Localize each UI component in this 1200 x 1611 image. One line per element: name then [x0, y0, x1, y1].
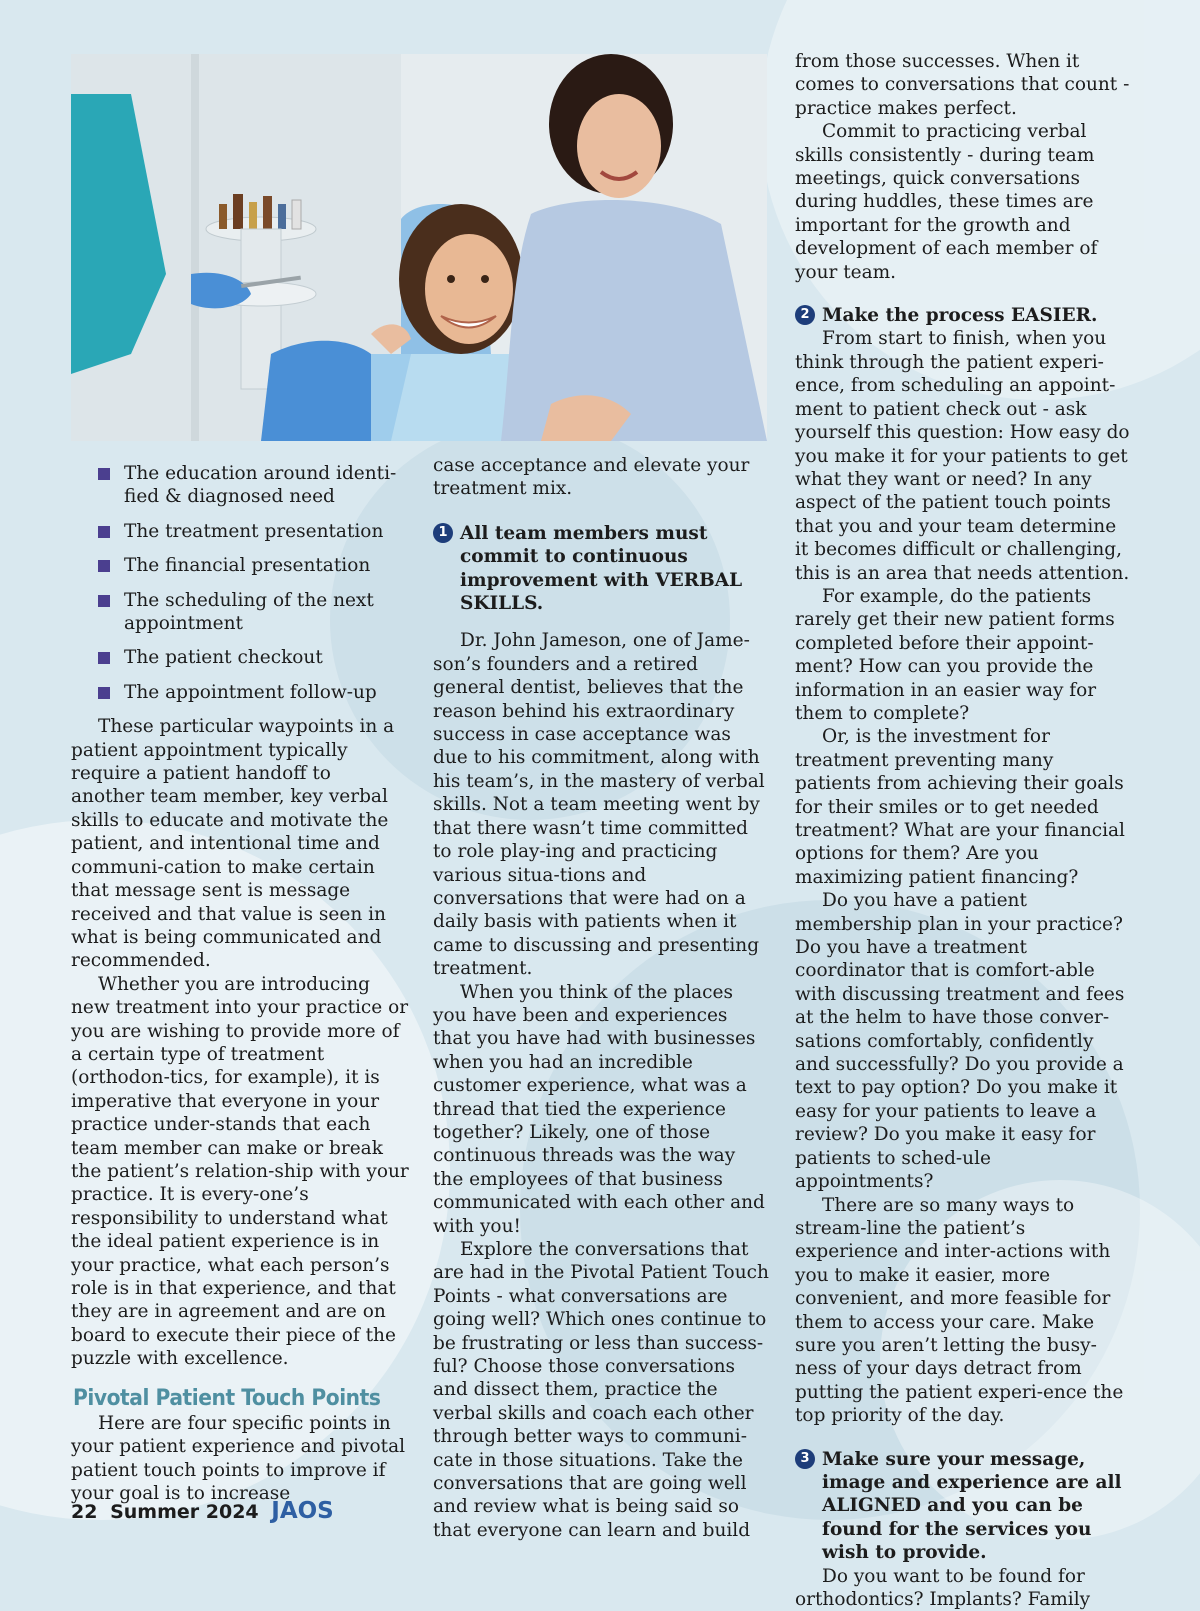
paragraph: These particular waypoints in a patient appointment typically require a patient handoff to another team member, key verbal skills to educate and motivate the patient, and intentional time and communi-cation to make certain that message sent is message received and that value is seen in what is being communicated and recommended. [71, 716, 395, 972]
paragraph: Whether you are introducing new treatment into your practice or you are wishing to provide more of a certain type of treatment (orthodon-tics, for example), it is imperative that everyone in your practice under-stands that each team member can make or break the patient’s relation-ship with your practice. It is every-one’s responsibility to understand what the ideal patient experience is in your practice, what each person’s role is in that experience, and that they are in agreement and are on board to execute their piece of the puzzle with excellence. [71, 973, 409, 1370]
dental-photo [71, 54, 767, 441]
square-bullet-icon [98, 595, 110, 607]
paragraph: Commit to practicing verbal skills consistently - during team meetings, quick conversations during huddles, these times are important for the growth and development of each member of your team. [795, 121, 1098, 283]
list-item [71, 646, 409, 669]
list-item-text: The treatment presentation [124, 520, 384, 542]
list-item [71, 589, 409, 636]
numbered-heading-3 [795, 1448, 1131, 1565]
numbered-heading-2 [795, 304, 1131, 327]
issue-label: Summer 2024 [110, 1501, 259, 1523]
list-item-text: The education around identi-fied & diagnosed need [124, 463, 397, 508]
square-bullet-icon [98, 526, 110, 538]
publication-logo: JAOS [271, 1498, 334, 1524]
list-item-text: The financial presentation [124, 555, 371, 577]
list-item [71, 520, 409, 543]
heading-text: Make sure your message, image and experience are all ALIGNED and you can be found for the services you wish to provide. [822, 1448, 1122, 1564]
list-item-text: The scheduling of the next appointment [124, 589, 374, 635]
paragraph: From start to finish, when you think through the patient experi-ence, from scheduling an appoint-ment to patient check out - ask yourself this question: How easy do you make it for your patients to get what they want or need? In any aspect of the patient touch points that you and your team determine it becomes difficult or challenging, this is an area that needs attention. [795, 328, 1130, 584]
paragraph: Here are four specific points in your patient experience and pivotal patient touch points to improve if your goal is to increase [71, 1413, 406, 1505]
list-item [71, 681, 409, 704]
list-item-text: The patient checkout [124, 647, 323, 669]
list-item-text: The appointment follow-up [124, 681, 377, 703]
paragraph: Or, is the investment for treatment preventing many patients from achieving their goals for their smiles or to get needed treatment? What are your financial options for them? Are you maximizing patient financing? [795, 726, 1125, 888]
square-bullet-icon [98, 468, 110, 480]
dental-scene-illustration [71, 54, 767, 441]
column-1 [71, 462, 409, 1506]
page-footer [71, 1498, 334, 1524]
paragraph: When you think of the places you have been and experiences that you have had with businesses when you had an incredible customer experience, what was a thread that tied the experience together? Likely, one of those continuous threads was the way the employees of that business communicated with each other and with you! [433, 981, 765, 1237]
number-badge-icon: 1 [433, 523, 453, 543]
square-bullet-icon [98, 687, 110, 699]
paragraph: Dr. John Jameson, one of Jame-son’s founders and a retired general dentist, believes that the reason behind his extraordinary success in case acceptance was due to his commitment, along with his team’s, in the mastery of verbal skills. Not a team meeting went by that there wasn’t time committed to role play-ing and practicing various situa-tions and conversations that were had on a daily basis with patients when it came to discussing and presenting treatment. [433, 630, 765, 980]
section-subheading: Pivotal Patient Touch Points [73, 1385, 381, 1411]
paragraph: Do you want to be found for orthodontics? Implants? Family [795, 1565, 1091, 1610]
numbered-heading-1 [433, 522, 769, 616]
list-item [71, 554, 409, 577]
paragraph: Explore the conversations that are had in the Pivotal Patient Touch Points - what conversations are going well? Which ones continue to be frustrating or less than success-ful? Choose those conversations and dissect them, practice the verbal skills and coach each other through better ways to communi-cate in those situations. Take the conversations that are going well and review what is being said so that everyone can learn and build [433, 1239, 769, 1541]
paragraph: Do you have a patient membership plan in your practice? Do you have a treatment coordinator that is comfort-able with discussing treatment and fees at the helm to have those conver-sations comfortably, confidently and successfully? Do you provide a text to pay option? Do you make it easy for your patients to leave a review? Do you make it easy for patients to sched-ule appointments? [795, 890, 1125, 1193]
paragraph: There are so many ways to stream-line the patient’s experience and inter-actions with you to make it easier, more convenient, and more feasible for them to access your care. Make sure you aren’t letting the busy-ness of your days detract from putting the patient experi-ence the top priority of the day. [795, 1194, 1124, 1427]
column-3 [795, 50, 1131, 1611]
square-bullet-icon [98, 560, 110, 572]
heading-text: Make the process EASIER. [822, 305, 1098, 327]
page-number: 22 [71, 1501, 98, 1523]
square-bullet-icon [98, 652, 110, 664]
list-item [71, 462, 409, 509]
heading-text: All team members must commit to continuous improvement with VERBAL SKILLS. [460, 522, 743, 615]
paragraph: For example, do the patients rarely get their new patient forms completed before their appoint-ment? How can you provide the information in an easier way for them to complete? [795, 585, 1115, 724]
paragraph: from those successes. When it comes to conversations that count - practice makes perfect. [795, 51, 1130, 119]
number-badge-icon: 2 [795, 305, 815, 325]
column-2 [433, 454, 769, 1542]
touch-points-list [71, 462, 409, 704]
number-badge-icon: 3 [795, 1449, 815, 1469]
paragraph: case acceptance and elevate your treatment mix. [433, 455, 750, 500]
